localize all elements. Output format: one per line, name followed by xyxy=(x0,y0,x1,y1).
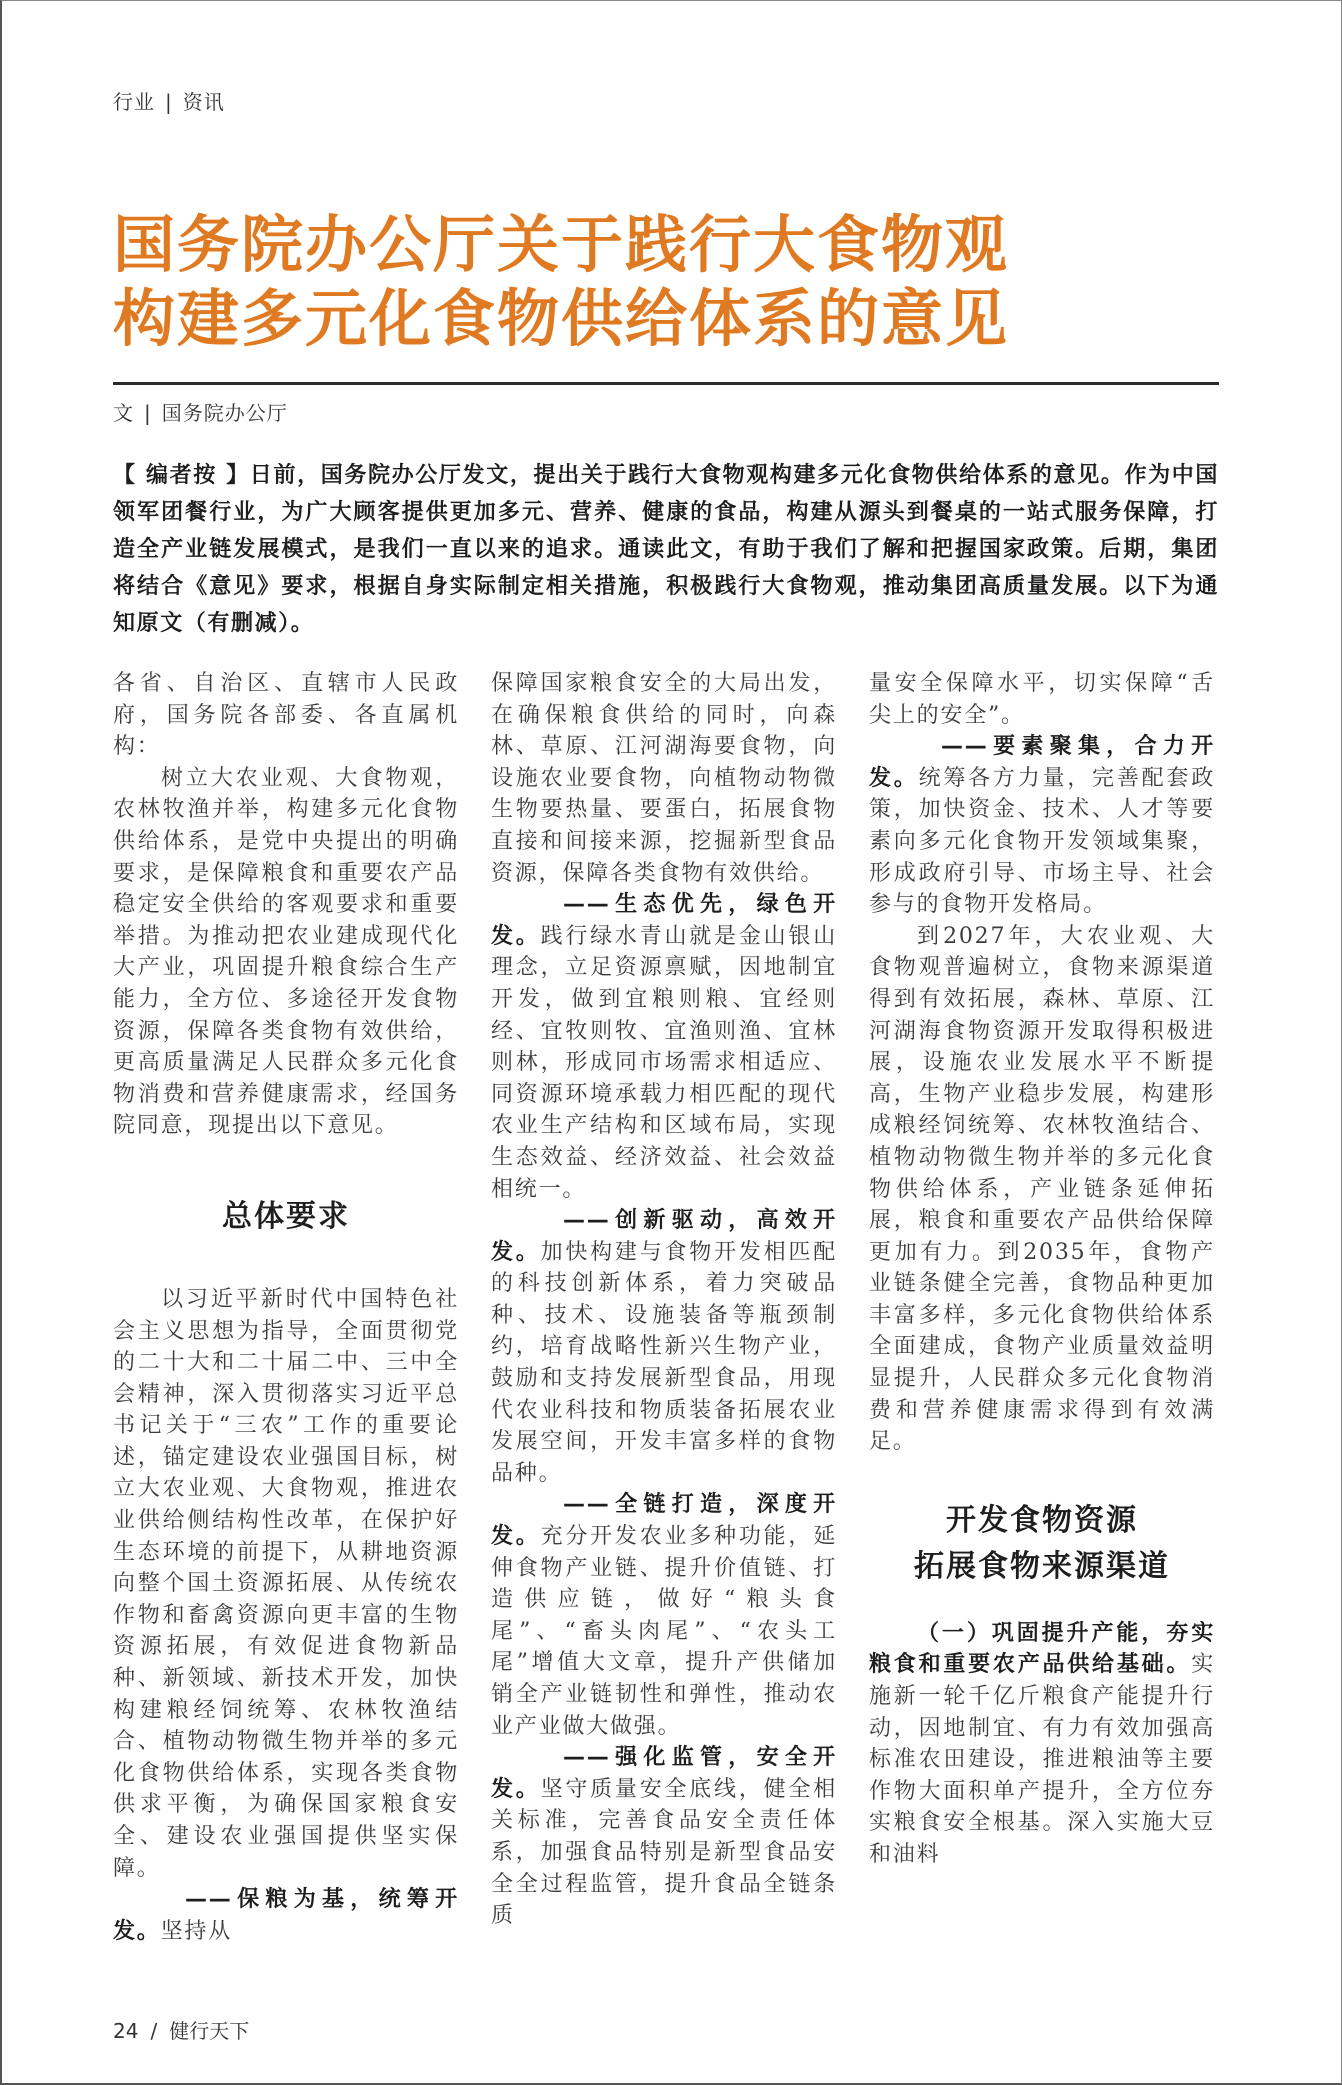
footer-divider: / xyxy=(150,2019,158,2044)
column-1 xyxy=(113,668,459,1947)
principle-2-paragraph xyxy=(491,889,837,1205)
article-columns xyxy=(113,668,1219,1947)
byline-divider: | xyxy=(144,401,152,425)
header-divider: | xyxy=(165,90,173,114)
principle-6-lead: ——要素聚集，合力开发。 xyxy=(869,734,1215,791)
principle-5-paragraph xyxy=(491,1742,837,1932)
principle-1-lead: ——保粮为基，统筹开发。 xyxy=(113,1887,459,1944)
guiding-paragraph: 以习近平新时代中国特色社会主义思想为指导，全面贯彻党的二十大和二十届二中、三中全会精神，深入贯彻落实习近平总书记关于“三农”工作的重要论述，锚定建设农业强国目标，树立大农业观、大食物观，推进农业供给侧结构性改革，在保护好生态环境的前提下，从耕地资源向整个国土资源拓展、从传统农作物和畜禽资源向更丰富的生物资源拓展，有效促进食物新品种、新领域、新技术开发，加快构建粮经饲统筹、农林牧渔结合、植物动物微生物并举的多元化食物供给体系，实现各类食物供求平衡，为确保国家粮食安全、建设农业强国提供坚实保障。 xyxy=(113,1286,459,1881)
item-1-lead: （一）巩固提升产能，夯实粮食和重要农产品供给基础。 xyxy=(869,1620,1215,1678)
principle-3-lead: ——创新驱动，高效开发。 xyxy=(491,1208,837,1265)
byline-label: 文 xyxy=(113,401,134,425)
section-heading-food-resources xyxy=(869,1498,1215,1590)
item-1-text: 实施新一轮千亿斤粮食产能提升行动，因地制宜、有力有效加强高标准农田建设，推进粮油等主要作物大面积单产提升，全方位夯实粮食安全根基。深入实施大豆和油料 xyxy=(869,1652,1215,1867)
byline-author: 国务院办公厅 xyxy=(161,401,288,425)
section-heading-line-1: 开发食物资源 xyxy=(946,1502,1138,1538)
principle-1-text-start: 坚持从 xyxy=(160,1918,233,1944)
page-number: 24 xyxy=(113,2019,139,2044)
principle-4-text: 充分开发农业多种功能，延伸食物产业链、提升价值链、打造供应链，做好“粮头食尾”、“畜头肉尾”、“农头工尾”增值大文章，提升产供储加销全产业链韧性和弹性，推动农业产业做大做强。 xyxy=(491,1524,837,1739)
principle-3-paragraph xyxy=(491,1205,837,1489)
section-header xyxy=(113,88,1219,116)
page-footer xyxy=(113,2017,1219,2045)
section-heading-general-requirements: 总体要求 xyxy=(222,1198,350,1234)
principle-5-lead: ——强化监管，安全开发。 xyxy=(491,1745,837,1802)
salutation: 各省、自治区、直辖市人民政府，国务院各部委、各直属机构： xyxy=(113,671,459,760)
principle-6-paragraph xyxy=(869,731,1215,921)
principle-1-paragraph xyxy=(113,1884,459,1947)
column-3 xyxy=(869,668,1215,1871)
principle-4-lead: ——全链打造，深度开发。 xyxy=(491,1492,837,1550)
intro-paragraph: 树立大农业观、大食物观，农林牧渔并举，构建多元化食物供给体系，是党中央提出的明确要求，是保障粮食和重要农产品稳定安全供给的客观要求和重要举措。为推动把农业建成现代化大产业，巩固提升粮食综合生产能力，全方位、多途径开发食物资源，保障各类食物有效供给，更高质量满足人民群众多元化食物消费和营养健康需求，经国务院同意，现提出以下意见。 xyxy=(113,765,459,1139)
principle-1-continued: 保障国家粮食安全的大局出发，在确保粮食供给的同时，向森林、草原、江河湖海要食物，向设施农业要食物，向植物动物微生物要热量、要蛋白，拓展食物直接和间接来源，挖掘新型食品资源，保障各类食物有效供给。 xyxy=(491,671,837,886)
title-line-2: 构建多元化食物供给体系的意见 xyxy=(113,282,1010,355)
principle-5-continued: 量安全保障水平，切实保障“舌尖上的安全”。 xyxy=(869,671,1215,728)
principle-2-text: 践行绿水青山就是金山银山理念，立足资源禀赋，因地制宜开发，做到宜粮则粮、宜经则经、宜牧则牧、宜渔则渔、宜林则林，形成同市场需求相适应、同资源环境承载力相匹配的现代农业生产结构和区域布局，实现生态效益、经济效益、社会效益相统一。 xyxy=(491,923,837,1202)
principle-4-paragraph xyxy=(491,1489,837,1742)
article-title xyxy=(113,208,1219,356)
principle-2-lead: ——生态优先，绿色开发。 xyxy=(491,892,837,949)
title-line-1: 国务院办公厅关于践行大食物观 xyxy=(113,208,1010,281)
principle-3-text: 加快构建与食物开发相匹配的科技创新体系，着力突破品种、技术、设施装备等瓶颈制约，培育战略性新兴生物产业，鼓励和支持发展新型食品，用现代农业科技和物质装备拓展农业发展空间，开发丰富多样的食物品种。 xyxy=(491,1239,837,1486)
section-label: 行业 xyxy=(113,90,155,114)
subsection-label: 资讯 xyxy=(182,90,225,114)
principle-5-text: 坚守质量安全底线，健全相关标准，完善食品安全责任体系，加强食品特别是新型食品安全全过程监管，提升食品全链条质 xyxy=(491,1776,837,1929)
column-2 xyxy=(491,668,837,1932)
byline xyxy=(113,399,1219,427)
section-heading-line-2: 拓展食物来源渠道 xyxy=(914,1548,1170,1584)
principle-6-text: 统筹各方力量，完善配套政策，加快资金、技术、人才等要素向多元化食物开发领域集聚，形成政府引导、市场主导、社会参与的食物开发格局。 xyxy=(869,765,1215,918)
editor-note: 【 编者按 】日前，国务院办公厅发文，提出关于践行大食物观构建多元化食物供给体系的意见。作为中国领军团餐行业，为广大顾客提供更加多元、营养、健康的食品，构建从源头到餐桌的一站式服务保障，打造全产业链发展模式，是我们一直以来的追求。通读此文，有助于我们了解和把握国家政策。后期，集团将结合《意见》要求，根据自身实际制定相关措施，积极践行大食物观，推动集团高质量发展。以下为通知原文（有删减）。 xyxy=(113,463,1219,636)
publication-name: 健行天下 xyxy=(169,2019,250,2044)
goals-paragraph: 到2027年，大农业观、大食物观普遍树立，食物来源渠道得到有效拓展，森林、草原、江河湖海食物资源开发取得积极进展，设施农业发展水平不断提高，生物产业稳步发展，构建形成粮经饲统筹、农林牧渔结合、植物动物微生物并举的多元化食物供给体系，产业链条延伸拓展，粮食和重要农产品供给保障更加有力。到2035年，食物产业链条健全完善，食物品种更加丰富多样，多元化食物供给体系全面建成，食物产业质量效益明显提升，人民群众多元化食物消费和营养健康需求得到有效满足。 xyxy=(869,923,1215,1455)
title-divider-rule xyxy=(113,382,1219,385)
